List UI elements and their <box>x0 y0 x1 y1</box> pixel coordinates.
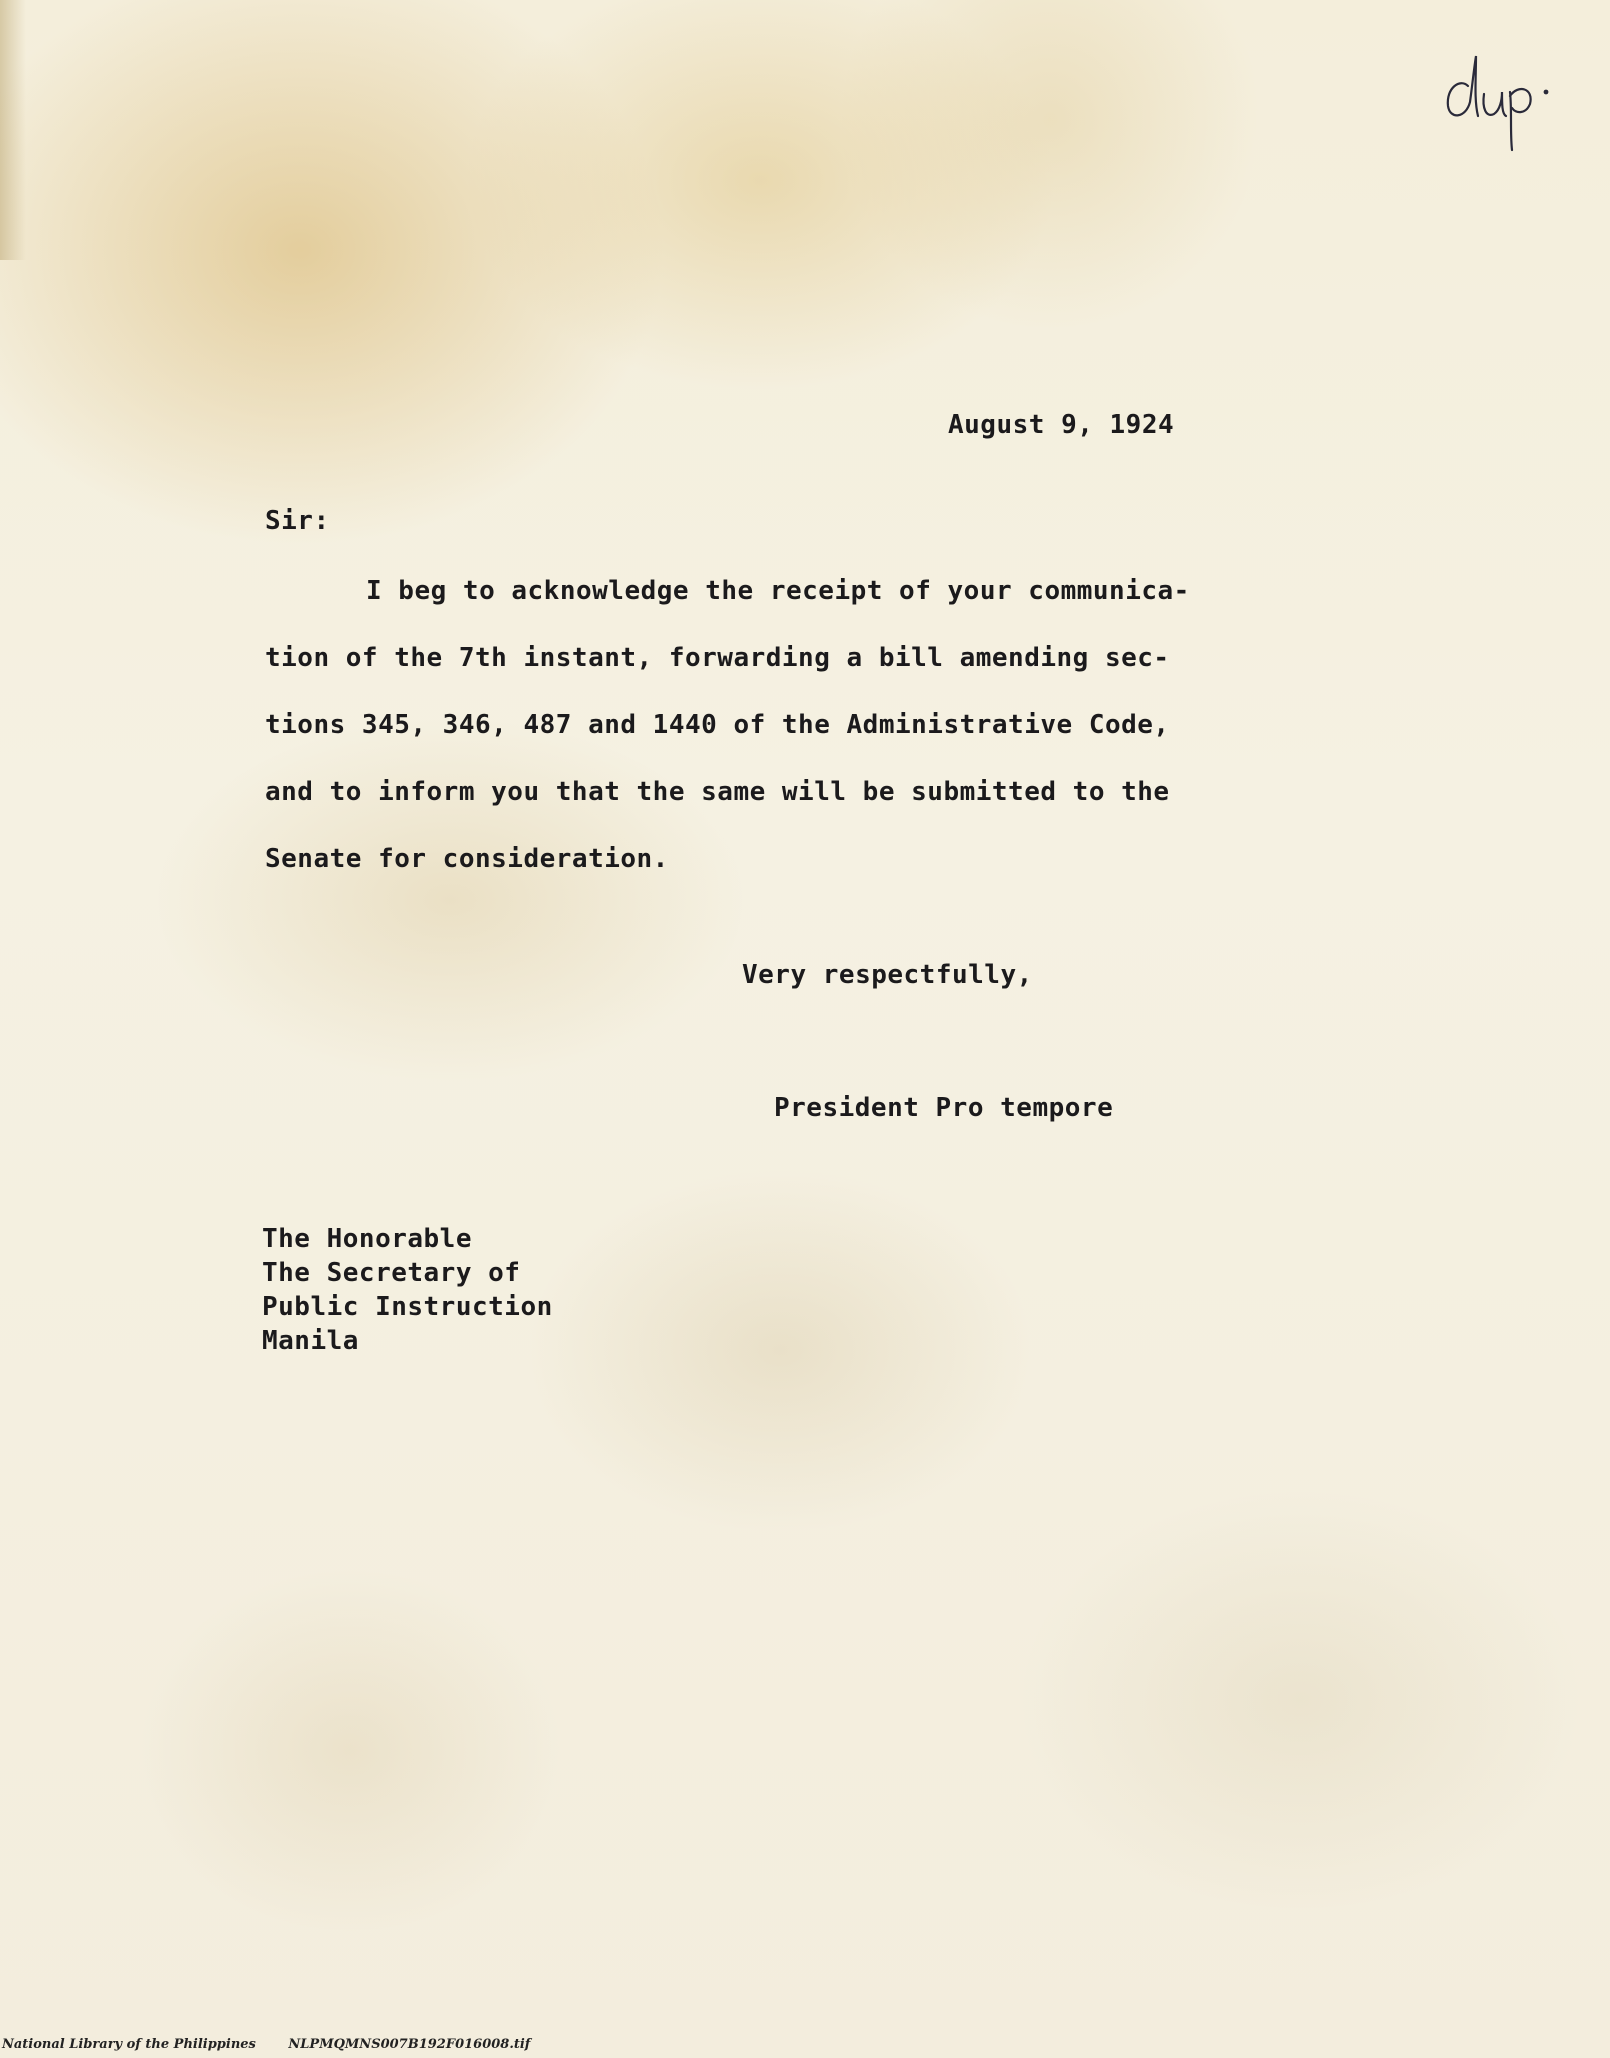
library-name: National Library of the Philippines <box>2 2037 256 2052</box>
body-line: I beg to acknowledge the receipt of your communica- <box>366 576 1190 606</box>
body-line: tion of the 7th instant, forwarding a bill amending sec- <box>265 643 1170 673</box>
addressee-line: The Honorable <box>262 1224 472 1254</box>
signature-title: President Pro tempore <box>774 1093 1114 1123</box>
body-line: tions 345, 346, 487 and 1440 of the Administrative Code, <box>265 710 1170 740</box>
page-edge-shadow <box>0 0 26 260</box>
closing: Very respectfully, <box>742 960 1033 990</box>
body-line: and to inform you that the same will be submitted to the <box>265 777 1170 807</box>
letter-date: August 9, 1924 <box>948 410 1175 440</box>
addressee-line: Public Instruction <box>262 1292 553 1322</box>
archive-footer <box>2 2037 530 2052</box>
addressee-block <box>262 1222 553 1358</box>
handwritten-dup-note <box>1438 48 1558 158</box>
addressee-line: The Secretary of <box>262 1258 521 1288</box>
addressee-line: Manila <box>262 1326 359 1356</box>
file-id: NLPMQMNS007B192F016008.tif <box>288 2037 531 2052</box>
salutation: Sir: <box>265 506 330 536</box>
body-line: Senate for consideration. <box>265 844 669 874</box>
